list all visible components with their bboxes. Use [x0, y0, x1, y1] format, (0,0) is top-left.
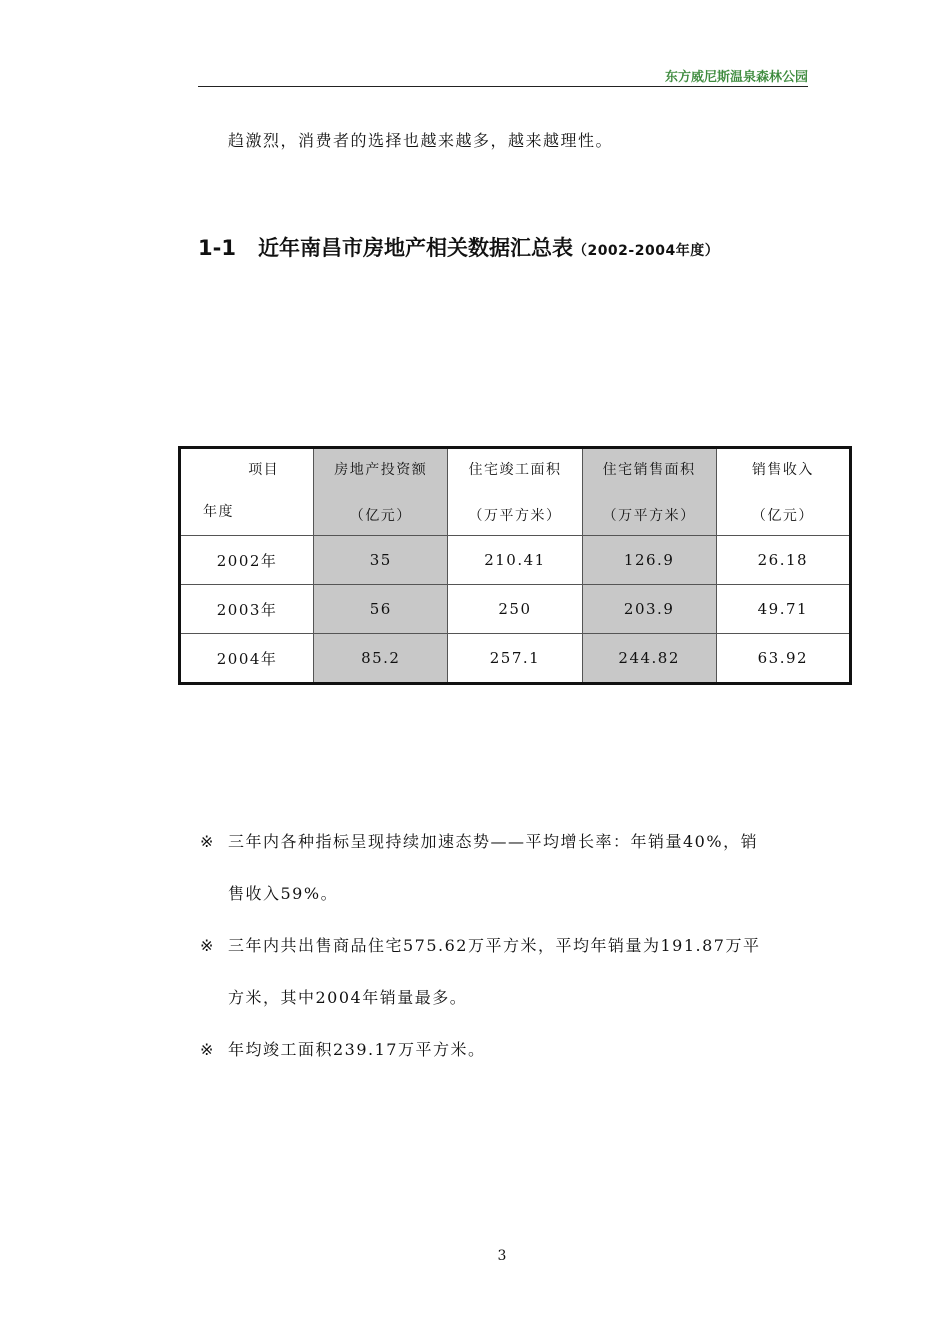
notes-list [200, 828, 760, 1088]
column-header-sales-revenue [716, 448, 850, 536]
table-row [180, 536, 851, 585]
table-row [180, 585, 851, 634]
note-text: 方米，其中2004年销量最多。 [228, 988, 468, 1007]
table-cell: 250 [448, 585, 582, 634]
table-cell: 244.82 [582, 634, 716, 684]
column-name: 销售收入 [751, 462, 814, 478]
intro-paragraph: 趋激烈，消费者的选择也越来越多，越来越理性。 [228, 131, 614, 150]
note-text: 三年内共出售商品住宅575.62万平方米，平均年销量为191.87万平 [228, 936, 761, 955]
row-year: 2003年 [180, 585, 314, 634]
reference-mark-icon: ※ [200, 936, 215, 955]
section-number: 1-1 [198, 236, 236, 260]
section-title [198, 232, 719, 262]
table-corner-cell [180, 448, 314, 536]
table-cell: 257.1 [448, 634, 582, 684]
note-text: 售收入59%。 [228, 884, 339, 903]
note-item [200, 1036, 760, 1088]
reference-mark-icon: ※ [200, 1040, 215, 1059]
note-continuation [200, 984, 760, 1036]
column-header-sales-area [582, 448, 716, 536]
table-cell: 210.41 [448, 536, 582, 585]
note-item [200, 828, 760, 880]
data-table [178, 446, 852, 685]
row-year: 2004年 [180, 634, 314, 684]
column-name: 房地产投资额 [334, 462, 428, 478]
table-cell: 35 [314, 536, 448, 585]
table-cell: 56 [314, 585, 448, 634]
column-name: 住宅竣工面积 [468, 462, 562, 478]
header-divider [198, 86, 808, 87]
column-header-completed-area [448, 448, 582, 536]
column-unit: （亿元） [751, 508, 814, 524]
note-text: 三年内各种指标呈现持续加速态势——平均增长率：年销量40%，销 [228, 832, 759, 851]
note-item [200, 932, 760, 984]
table-cell: 26.18 [716, 536, 850, 585]
table-cell: 203.9 [582, 585, 716, 634]
section-period: （2002-2004年度） [572, 243, 720, 259]
note-continuation [200, 880, 760, 932]
table-cell: 49.71 [716, 585, 850, 634]
page-number: 3 [497, 1248, 507, 1264]
column-unit: （万平方米） [602, 508, 696, 524]
column-name: 住宅销售面积 [602, 462, 696, 478]
table-cell: 63.92 [716, 634, 850, 684]
table-cell: 85.2 [314, 634, 448, 684]
table-header-row [180, 448, 851, 536]
table-cell: 126.9 [582, 536, 716, 585]
table-row [180, 634, 851, 684]
row-year: 2002年 [180, 536, 314, 585]
header-company-name: 东方威尼斯温泉森林公园 [664, 70, 808, 85]
column-unit: （万平方米） [468, 508, 562, 524]
corner-label-item: 项目 [248, 462, 280, 478]
reference-mark-icon: ※ [200, 832, 215, 851]
column-unit: （亿元） [349, 508, 412, 524]
corner-label-year: 年度 [203, 504, 234, 520]
section-title-text: 近年南昌市房地产相关数据汇总表 [257, 236, 573, 260]
note-text: 年均竣工面积239.17万平方米。 [228, 1040, 486, 1059]
column-header-investment [314, 448, 448, 536]
